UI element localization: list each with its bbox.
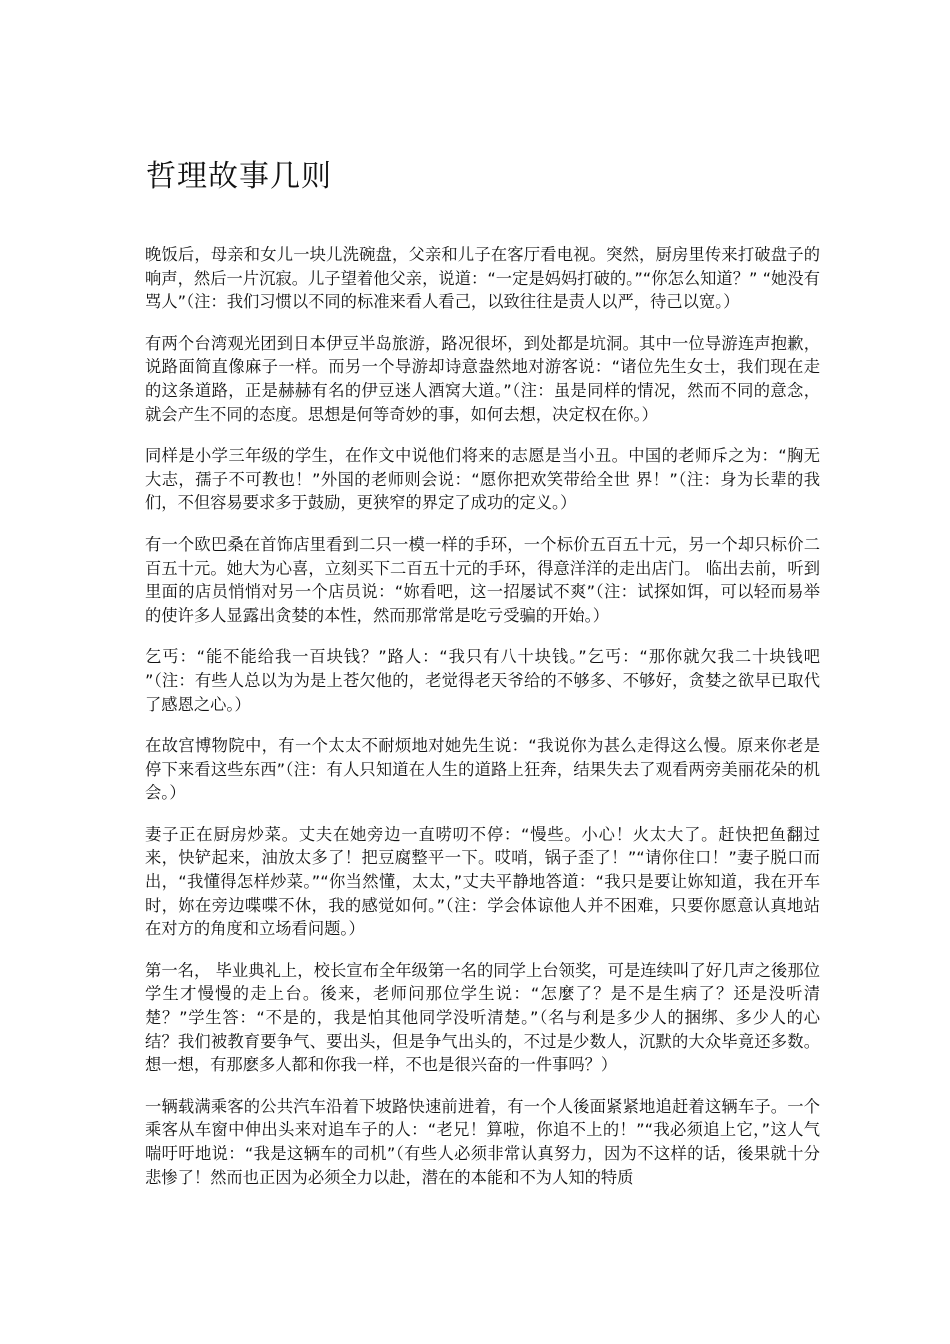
paragraph-6: 在故宫博物院中，有一个太太不耐烦地对她先生说：“我说你为甚么走得这么慢。原来你老是停下来看这些东西”（注：有人只知道在人生的道路上狂奔，结果失去了观看两旁美丽花朵的机会。） <box>145 736 820 803</box>
document-title: 哲理故事几则 <box>146 159 332 194</box>
paragraph-8: 第一名， 毕业典礼上，校长宣布全年级第一名的同学上台领奖，可是连续叫了好几声之後那位学生才慢慢的走上台。後来，老师问那位学生说：“怎麼了？是不是生病了？还是没听清楚？”学生答：“不是的，我是怕其他同学没听清楚。”（名与利是多少人的捆绑、多少人的心结？我们被教育要争气、要出头，但是争气出头的，不过是少数人，沉默的大众毕竟还多数。想一想，有那麽多人都和你我一样，不也是很兴奋的一件事吗？） <box>145 960 820 1075</box>
paragraph-5: 乞丐：“能不能给我一百块钱？”路人：“我只有八十块钱。”乞丐：“那你就欠我二十块钱吧 ”（注：有些人总以为为是上苍欠他的，老觉得老天爷给的不够多、不够好，贪婪之欲早已取代了感恩之心。） <box>145 647 820 714</box>
paragraph-9: 一辆载满乘客的公共汽车沿着下坡路快速前进着，有一个人後面紧紧地追赶着这辆车子。一个乘客从车窗中伸出头来对追车子的人：“老兄！算啦，你追不上的！”“我必须追上它，”这人气喘吁吁地说：“我是这辆车的司机”（有些人必须非常认真努力，因为不这样的话，後果就十分悲惨了！然而也正因为必须全力以赴，潜在的本能和不为人知的特质 <box>145 1096 820 1187</box>
paragraph-4: 有一个欧巴桑在首饰店里看到二只一模一样的手环，一个标价五百五十元，另一个却只标价二百五十元。她大为心喜，立刻买下二百五十元的手环，得意洋洋的走出店门。 临出去前，听到里面的店员悄悄对另一个店员说：“妳看吧，这一招屡试不爽”（注：试探如饵，可以轻而易举的使许多人显露出贪婪的本性，然而那常常是吃亏受骗的开始。） <box>145 534 820 625</box>
paragraph-7: 妻子正在厨房炒菜。丈夫在她旁边一直唠叨不停：“慢些。小心！火太大了。赶快把鱼翻过来，快铲起来，油放太多了！把豆腐整平一下。哎哨，锅子歪了！”“请你住口！”妻子脱口而出，“我懂得怎样炒菜。”“你当然懂，太太，”丈夫平静地答道：“我只是要让妳知道，我在开车时，妳在旁边喋喋不休，我的感觉如何。”（注：学会体谅他人并不困难，只要你愿意认真地站在对方的角度和立场看问题。） <box>145 824 820 939</box>
paragraph-2: 有两个台湾观光团到日本伊豆半岛旅游，路况很坏，到处都是坑洞。其中一位导游连声抱歉，说路面简直像麻子一样。而另一个导游却诗意盎然地对游客说：“诸位先生女士，我们现在走的这条道路，正是赫赫有名的伊豆迷人酒窝大道。”（注：虽是同样的情况，然而不同的意念，就会产生不同的态度。思想是何等奇妙的事，如何去想，决定权在你。） <box>145 333 820 424</box>
paragraph-3: 同样是小学三年级的学生，在作文中说他们将来的志愿是当小丑。中国的老师斥之为：“胸无大志，孺子不可教也！”外国的老师则会说：“愿你把欢笑带给全世 界！”（注：身为长辈的我们，不但容易要求多于鼓励，更狭窄的界定了成功的定义。） <box>145 446 820 513</box>
document-body <box>145 243 820 1207</box>
paragraph-1: 晚饭后，母亲和女儿一块儿洗碗盘，父亲和儿子在客厅看电视。突然，厨房里传来打破盘子的响声，然后一片沉寂。儿子望着他父亲，说道：“一定是妈妈打破的。”“你怎么知道？” “她没有骂人”（注：我们习惯以不同的标准来看人看己，以致往往是责人以严，待己以宽。） <box>145 245 820 312</box>
